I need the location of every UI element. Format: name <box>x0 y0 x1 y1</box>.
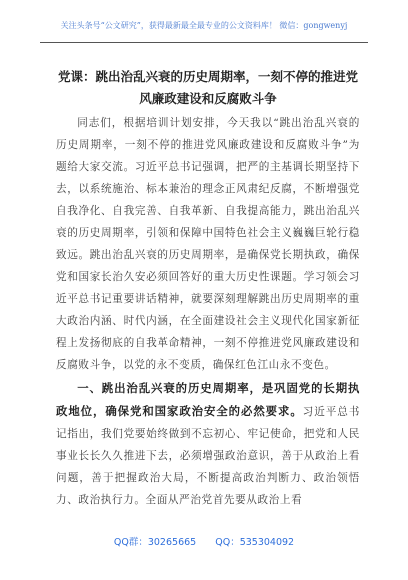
page-footer <box>0 534 408 548</box>
paragraph-section-one <box>56 377 360 511</box>
document-title: 党课：跳出治乱兴衰的历史周期率，一刻不停的推进党风廉政建设和反腐败斗争 <box>57 69 358 106</box>
footer-qq-contact: QQ：535304092 <box>215 537 295 548</box>
page-header-notice: 关注头条号“公文研究”，获得最新最全最专业的公文资料库！ 微信：gongwenyj <box>60 21 348 30</box>
section-one-heading: 一、跳出治乱兴衰的历史周期率，是巩固党的长期执政地位，确保党和国家政治安全的必然要求。 <box>56 381 360 418</box>
footer-qq-group: QQ群：30265665 <box>113 537 197 548</box>
document-body <box>56 112 360 511</box>
header-divider <box>40 42 368 43</box>
section-one-text: 习近平总书记指出，我们党要始终做到不忘初心、牢记使命，把党和人民事业长长久久推进下去，必须增强政治意识，善于从政治上看问题，善于把握政治大局，不断提高政治判断力、政治领悟力、政治执行力。全面从严治党首先要从政治上看 <box>56 406 360 506</box>
paragraph-intro: 同志们，根据培训计划安排，今天我以“跳出治乱兴衰的历史周期率，一刻不停的推进党风廉政建设和反腐败斗争”为题给大家交流。习近平总书记强调，把严的主基调长期坚持下去，以系统施治、标本兼治的理念正风肃纪反腐，不断增强党自我净化、自我完善、自我革新、自我提高能力，跳出治乱兴衰的历史周期率，引领和保障中国特色社会主义巍巍巨轮行稳致远。跳出治乱兴衰的历史周期率，是确保党长期执政，确保党和国家长治久安必须回答好的重大历史性课题。学习领会习近平总书记重要讲话精神，就要深刻理解跳出历史周期率的重大政治内涵、时代内涵，在全面建设社会主义现代化国家新征程上发扬彻底的自我革命精神，一刻不停推进党风廉政建设和反腐败斗争，以党的永不变质，确保红色江山永不变色。 <box>56 117 360 371</box>
